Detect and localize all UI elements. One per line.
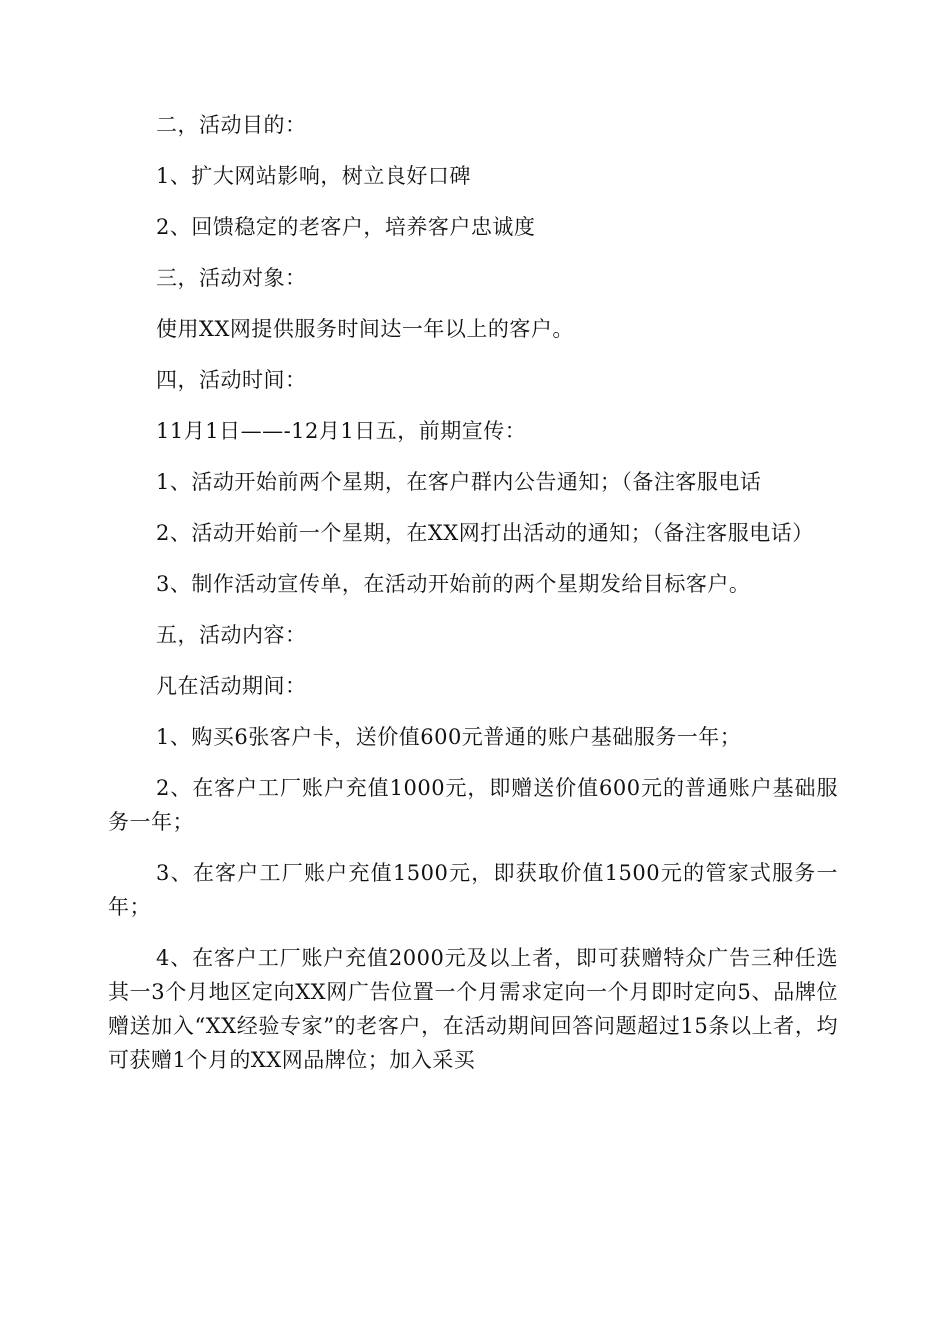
promo-item-3: 3、制作活动宣传单，在活动开始前的两个星期发给目标客户。 xyxy=(156,572,751,596)
time-and-promo-heading: 11月1日——-12月1日五，前期宣传： xyxy=(156,419,527,443)
content-item-3: 3、在客户工厂账户充值1500元，即获取价值1500元的管家式服务一年； xyxy=(108,861,838,919)
purpose-item-1: 1、扩大网站影响，树立良好口碑 xyxy=(156,164,471,188)
section-heading-audience: 三，活动对象： xyxy=(156,266,307,290)
content-item-2: 2、在客户工厂账户充值1000元，即赠送价值600元的普通账户基础服务一年； xyxy=(108,776,838,834)
section-heading-time: 四，活动时间： xyxy=(156,368,307,392)
content-intro: 凡在活动期间： xyxy=(156,674,307,698)
promo-item-1: 1、活动开始前两个星期，在客户群内公告通知；（备注客服电话 xyxy=(156,470,762,494)
content-item-1: 1、购买6张客户卡，送价值600元普通的账户基础服务一年； xyxy=(156,725,742,749)
purpose-item-2: 2、回馈稳定的老客户，培养客户忠诚度 xyxy=(156,215,536,239)
section-heading-purpose: 二，活动目的： xyxy=(156,113,307,137)
document-body xyxy=(108,108,838,1094)
content-item-4: 4、在客户工厂账户充值2000元及以上者，即可获赠特众广告三种任选其一3个月地区定向XX网广告位置一个月需求定向一个月即时定向5、品牌位赠送加入“XX经验专家”的老客户，在活动期间回答问题超过15条以上者，均可获赠1个月的XX网品牌位；加入采买 xyxy=(108,946,838,1072)
promo-item-2: 2、活动开始前一个星期，在XX网打出活动的通知；（备注客服电话） xyxy=(156,521,814,545)
audience-text: 使用XX网提供服务时间达一年以上的客户。 xyxy=(156,317,574,341)
section-heading-content: 五，活动内容： xyxy=(156,623,307,647)
